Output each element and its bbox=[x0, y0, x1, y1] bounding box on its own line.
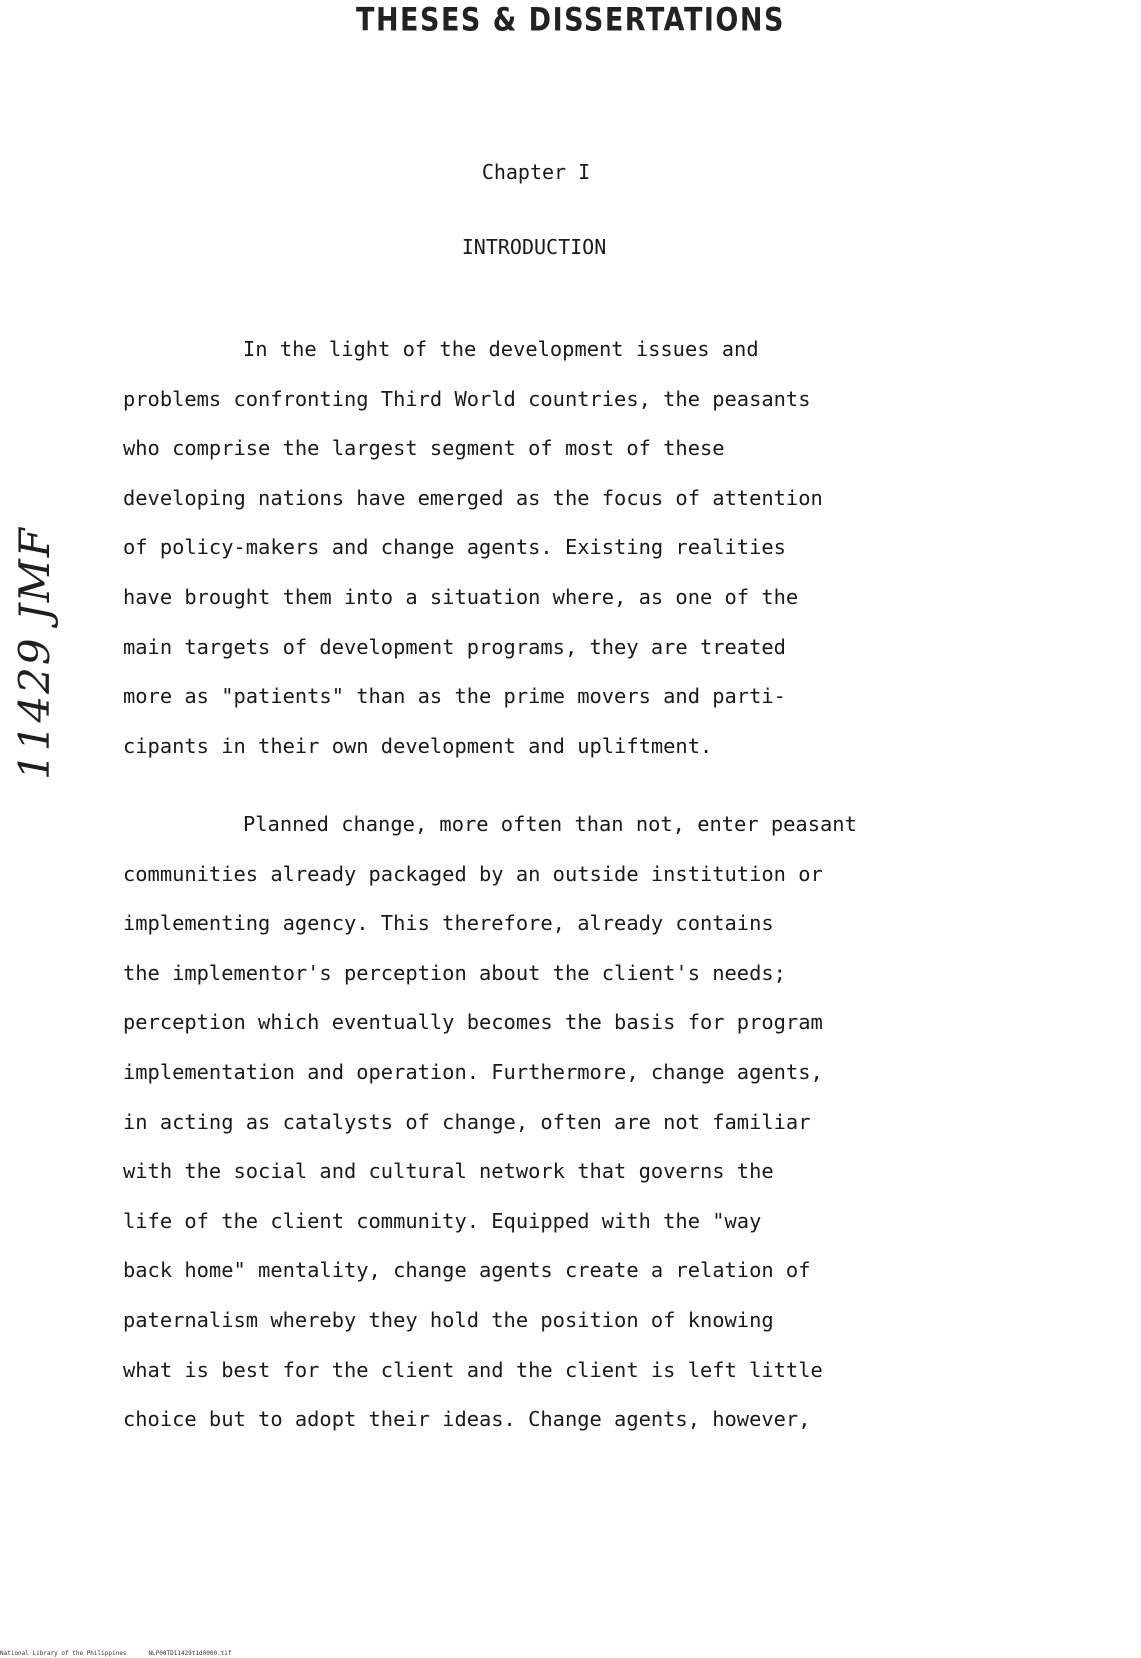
paragraph-line: In the light of the development issues and bbox=[243, 337, 759, 361]
paragraph-line: main targets of development programs, they are treated bbox=[123, 634, 786, 659]
paragraph-line: communities already packaged by an outside institution or bbox=[123, 861, 823, 886]
paragraph-line: implementation and operation. Furthermore, change agents, bbox=[123, 1059, 823, 1084]
paragraph-line: perception which eventually becomes the basis for program bbox=[123, 1010, 823, 1035]
paragraph-line: life of the client community. Equipped with the "way bbox=[123, 1208, 762, 1233]
paragraph-line: the implementor's perception about the client's needs; bbox=[123, 960, 786, 985]
paragraph-line: in acting as catalysts of change, often are not familiar bbox=[123, 1109, 811, 1134]
paragraph-line: have brought them into a situation where, as one of the bbox=[123, 584, 799, 609]
handwritten-margin-note: 11429 JMF bbox=[10, 526, 59, 780]
paragraph-line: who comprise the largest segment of most of these bbox=[123, 436, 725, 461]
paragraph-line: cipants in their own development and upliftment. bbox=[123, 733, 713, 758]
paragraph-line: back home" mentality, change agents create a relation of bbox=[123, 1258, 811, 1283]
paragraph-line: Planned change, more often than not, enter peasant bbox=[243, 812, 857, 836]
paragraph-line: with the social and cultural network that governs the bbox=[123, 1159, 774, 1184]
paragraph-1 bbox=[123, 325, 1003, 771]
paragraph-line: choice but to adopt their ideas. Change agents, however, bbox=[123, 1407, 811, 1432]
paragraph-line: problems confronting Third World countries, the peasants bbox=[123, 386, 811, 411]
chapter-heading: Chapter I bbox=[481, 160, 591, 184]
paragraph-line: paternalism whereby they hold the position of knowing bbox=[123, 1307, 774, 1332]
library-credit: National Library of the Philippines bbox=[0, 1650, 127, 1657]
paragraph-line: more as "patients" than as the prime movers and parti- bbox=[123, 684, 786, 709]
theses-dissertations-stamp: THESES & DISSERTATIONS bbox=[356, 2, 785, 39]
paragraph-line: what is best for the client and the client is left little bbox=[123, 1357, 823, 1382]
paragraph-2 bbox=[123, 800, 1003, 1445]
scan-footer bbox=[0, 1650, 254, 1657]
paragraph-line: developing nations have emerged as the focus of attention bbox=[123, 485, 823, 510]
paragraph-line: implementing agency. This therefore, already contains bbox=[123, 911, 774, 936]
section-title: INTRODUCTION bbox=[461, 235, 607, 259]
paragraph-line: of policy-makers and change agents. Existing realities bbox=[123, 535, 786, 560]
scan-file-id: NLP00TD11429t1d0000.tif bbox=[148, 1650, 232, 1657]
